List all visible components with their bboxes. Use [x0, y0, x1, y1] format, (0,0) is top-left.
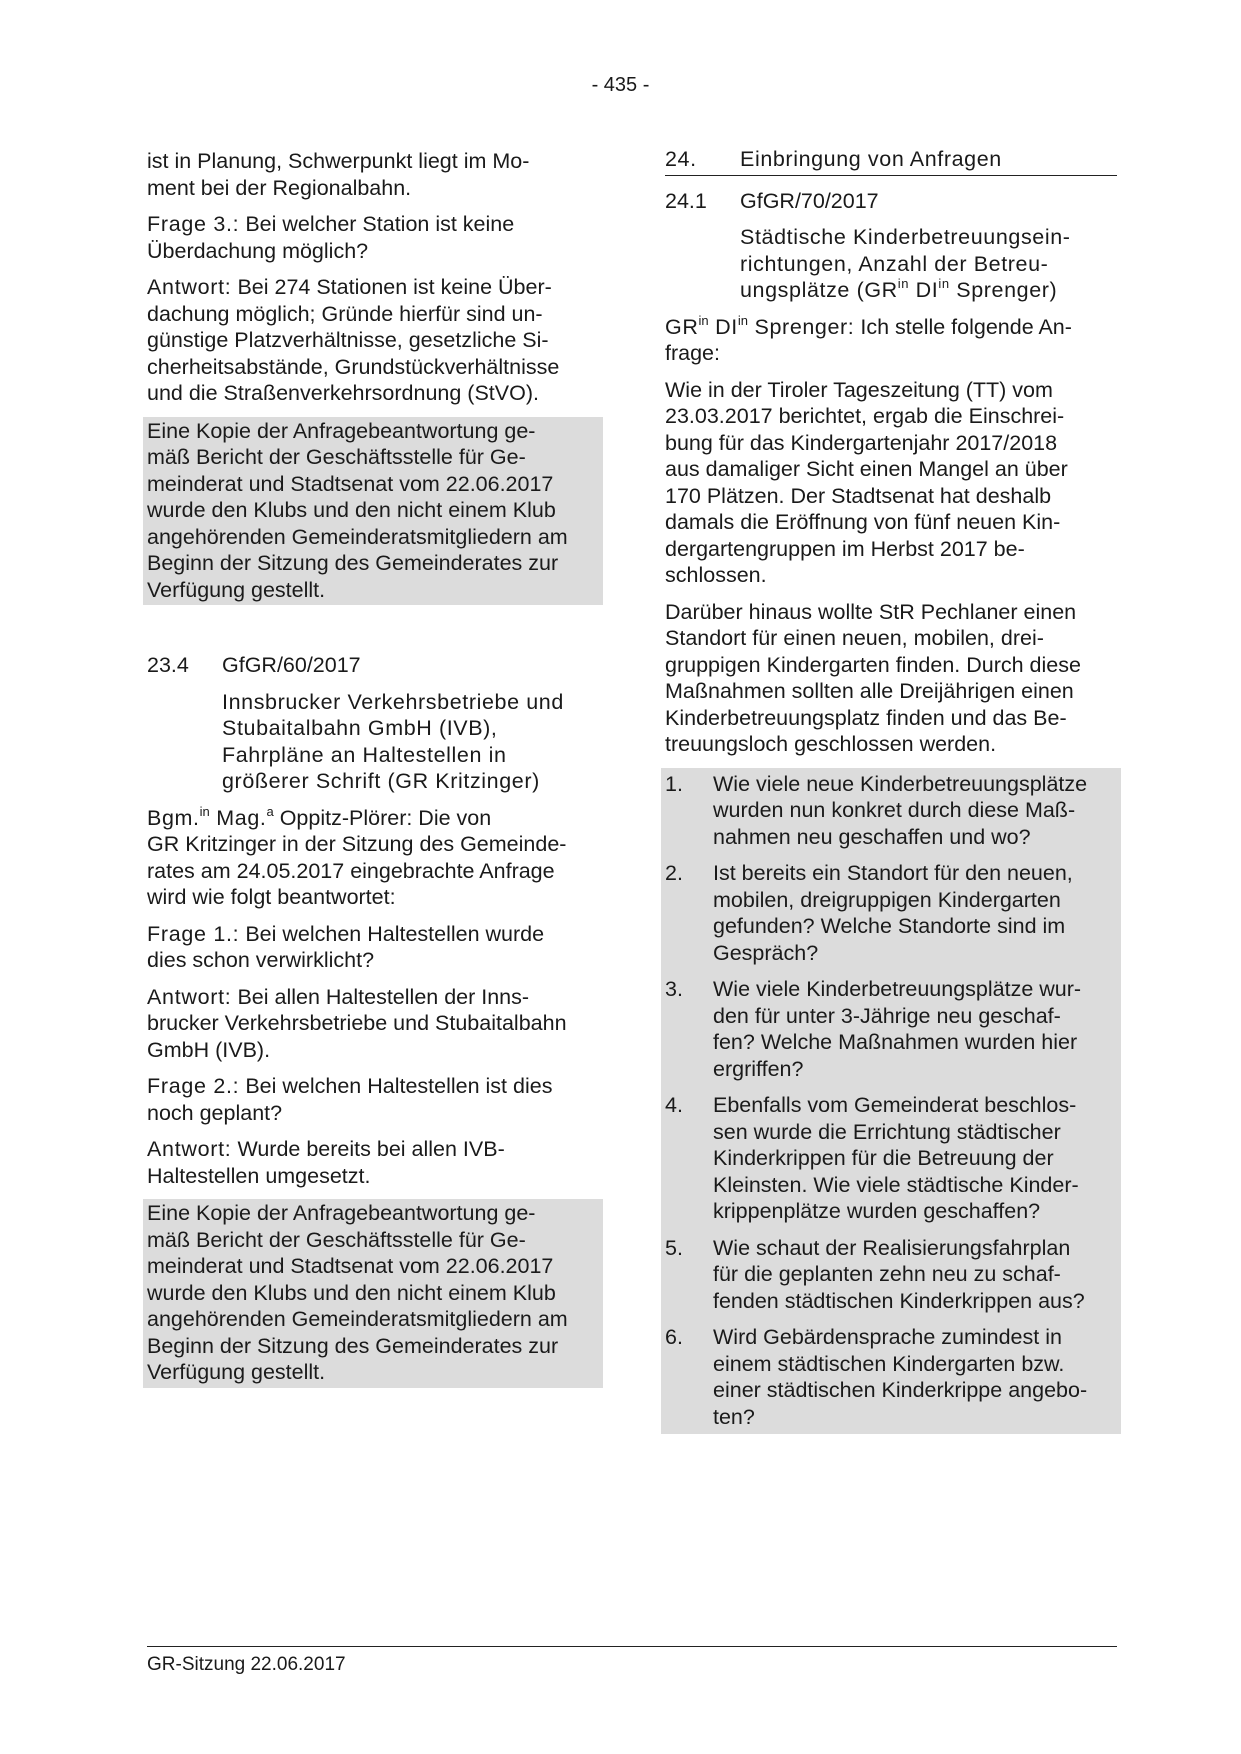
question-label: Frage 1.:: [147, 921, 240, 946]
question-label: Frage 3.:: [147, 212, 240, 236]
copy-note-1: Eine Kopie der Anfragebeantwortung ge- mäß Bericht der Geschäftsstelle für Ge- meinderat und Stadtsenat vom 22.06.2017 wurde den Klubs und den nicht einem Klub angehörenden Gemeinderatsmitgliedern am Beginn der Sitzung des Gemeinderates zur Verfügung gestellt.: [143, 417, 603, 606]
subsection-number: 24.1: [665, 188, 707, 213]
section-number: 23.4: [147, 653, 189, 677]
section-title: Innsbrucker Verkehrsbetriebe und Stubaitalbahn GmbH (IVB), Fahrpläne an Haltestellen in größerer Schrift (GR Kritzinger): [222, 689, 564, 793]
answer-1: Antwort: Bei allen Haltestellen der Inns- brucker Verkehrsbetriebe und Stubaitalbahn GmbH (IVB).: [147, 984, 567, 1062]
copy-note-2: Eine Kopie der Anfragebeantwortung ge- mäß Bericht der Geschäftsstelle für Ge- meinderat und Stadtsenat vom 22.06.2017 wurde den Klubs und den nicht einem Klub angehörenden Gemeinderatsmitgliedern am Beginn der Sitzung des Gemeinderates zur Verfügung gestellt.: [143, 1199, 603, 1388]
intro-paragraph: ist in Planung, Schwerpunkt liegt im Mo- ment bei der Regionalbahn.: [147, 149, 530, 200]
question-list: [661, 768, 1121, 1435]
page-number: - 435 -: [591, 74, 650, 96]
question-label: Frage 2.:: [147, 1074, 240, 1098]
list-item: 2. Ist bereits ein Standort für den neuen, mobilen, dreigruppigen Kindergarten gefunden? Welche Standorte sind im Gespräch?: [665, 861, 1073, 965]
subsection-ref: GfGR/70/2017: [740, 188, 879, 213]
section-24-heading: [665, 146, 1117, 176]
list-item: 1. Wie viele neue Kinderbetreuungsplätze wurden nun konkret durch diese Maß- nahmen neu geschaffen und wo?: [665, 771, 1088, 849]
inquiry-intro: $GR^{in}$ $DI^{in}$ Sprenger: Ich stelle folgende An- frage:: [665, 312, 1072, 365]
list-item: 4. Ebenfalls vom Gemeinderat beschlos- sen wurde die Errichtung städtischer Kinderkrippen für die Betreuung der Kleinsten. Wie viele städtische Kinder- krippenplätze wurden geschaffen?: [665, 1093, 1079, 1223]
section-ref: GfGR/60/2017: [222, 653, 361, 677]
subsection-24-1-heading: [665, 188, 1117, 215]
inquiry-paragraph-2: Darüber hinaus wollte StR Pechlaner einen Standort für einen neuen, mobilen, drei- gruppigen Kindergarten finden. Durch diese Maßnahmen sollten alle Dreijährigen einen Kinderbetreuungsplatz finden und das Be- treuungsloch geschlossen werden.: [665, 599, 1081, 756]
section-title: Einbringung von Anfragen: [740, 147, 1002, 171]
question-1: Frage 1.: Bei welchen Haltestellen wurde dies schon verwirklicht?: [147, 921, 545, 972]
inquiry-paragraph-1: Wie in der Tiroler Tageszeitung (TT) vom 23.03.2017 berichtet, ergab die Einschrei- bung für das Kindergartenjahr 2017/2018 aus damaliger Sicht einen Mangel an über 170 Plätzen. Der Stadtsenat hat deshalb damals die Eröffnung von fünf neuen Kin- dergartengruppen im Herbst 2017 be- schlossen.: [665, 377, 1068, 587]
left-column: [147, 148, 599, 1388]
answer-intro: Bgm.$^{in}$ Mag.$^a$ Oppitz-Plörer: Die von GR Kritzinger in der Sitzung des Gemeinde- rates am 24.05.2017 eingebrachte Anfrage wird wie folgt beantwortet:: [147, 803, 567, 909]
question-3: Frage 3.: Bei welcher Station ist keine Überdachung möglich?: [147, 212, 515, 263]
section-23-4-heading: [147, 652, 599, 679]
answer-label: Antwort:: [147, 275, 232, 299]
list-item: 5. Wie schaut der Realisierungsfahrplan für die geplanten zehn neu zu schaf- fenden städtischen Kinderkrippen aus?: [665, 1235, 1085, 1313]
answer-3: Antwort: Bei 274 Stationen ist keine Über- dachung möglich; Gründe hierfür sind un- günstige Platzverhältnisse, gesetzliche Si- cherheitsabstände, Grundstückverhältnisse und die Straßenverkehrsordnung (StVO).: [147, 275, 560, 405]
question-2: Frage 2.: Bei welchen Haltestellen ist dies noch geplant?: [147, 1074, 553, 1125]
list-item: 3. Wie viele Kinderbetreuungsplätze wur- den für unter 3-Jährige neu geschaf- fen? Welche Maßnahmen wurden hier ergriffen?: [665, 977, 1082, 1081]
subsection-title: Städtische Kinderbetreuungsein- richtungen, Anzahl der Betreu- ungsplätze ($GR^{in}$ $DI^{in}$ Sprenger): [740, 225, 1071, 302]
answer-2: Antwort: Wurde bereits bei allen IVB- Haltestellen umgesetzt.: [147, 1137, 505, 1188]
section-number: 24.: [665, 147, 697, 171]
footer-text: GR-Sitzung 22.06.2017: [147, 1654, 346, 1675]
list-item: 6. Wird Gebärdensprache zumindest in einem städtischen Kindergarten bzw. einer städtischen Kinderkrippe angebo- ten?: [665, 1325, 1088, 1429]
footer-divider: [147, 1646, 1117, 1647]
right-column: [665, 146, 1117, 1434]
answer-label: Antwort:: [147, 1137, 232, 1161]
answer-label: Antwort:: [147, 984, 232, 1009]
